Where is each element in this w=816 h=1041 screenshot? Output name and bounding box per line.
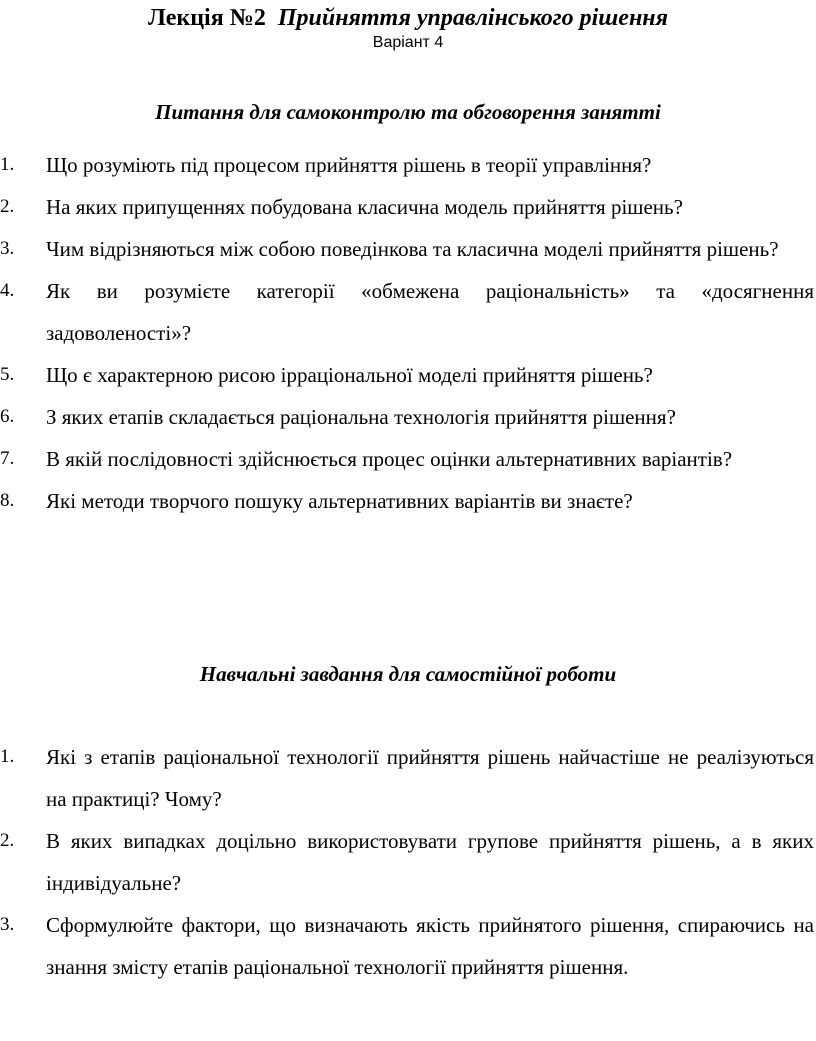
item-text: Сформулюйте фактори, що визначають якість прийнятого рішення, спираючись на знання змісту етапів раціональної технології прийняття рішення.	[46, 913, 814, 979]
self-control-list	[0, 144, 816, 522]
list-item	[0, 186, 816, 228]
list-item	[0, 904, 816, 988]
item-text: Чим відрізняються між собою поведінкова та класична моделі прийняття рішень?	[46, 237, 779, 261]
list-item	[0, 736, 816, 820]
item-text: Що є характерною рисою ірраціональної моделі прийняття рішень?	[46, 363, 653, 387]
item-text: Які методи творчого пошуку альтернативних варіантів ви знаєте?	[46, 489, 633, 513]
item-text: Які з етапів раціональної технології прийняття рішень найчастіше не реалізуються на практиці? Чому?	[46, 745, 814, 811]
item-text: З яких етапів складається раціональна технологія прийняття рішення?	[46, 405, 676, 429]
item-number: 8.	[0, 490, 15, 511]
item-number: 6.	[0, 406, 15, 427]
tasks-heading: Навчальні завдання для самостійної роботи	[199, 662, 617, 686]
item-number: 3.	[0, 914, 15, 935]
list-item	[0, 820, 816, 904]
list-item	[0, 228, 816, 270]
lecture-topic: Прийняття управлінського рішення	[277, 5, 668, 31]
variant-label: Варіант 4	[372, 34, 444, 51]
list-item	[0, 144, 816, 186]
item-text: На яких припущеннях побудована класична модель прийняття рішень?	[46, 195, 683, 219]
list-item	[0, 354, 816, 396]
item-text: Що розуміють під процесом прийняття рішень в теорії управління?	[46, 153, 652, 177]
item-number: 4.	[0, 280, 15, 301]
list-item	[0, 396, 816, 438]
self-control-heading: Питання для самоконтролю та обговорення занятті	[155, 100, 661, 124]
item-number: 2.	[0, 830, 15, 851]
item-number: 2.	[0, 196, 15, 217]
item-number: 3.	[0, 238, 15, 259]
page-title	[0, 4, 816, 32]
list-item	[0, 438, 816, 480]
item-number: 1.	[0, 746, 15, 767]
item-number: 7.	[0, 448, 15, 469]
item-number: 1.	[0, 154, 15, 175]
tasks-list	[0, 736, 816, 988]
item-text: Як ви розумієте категорії «обмежена раціональність» та «досягнення задоволеності»?	[46, 279, 814, 345]
item-text: В яких випадках доцільно використовувати групове прийняття рішень, а в яких індивідуальне?	[46, 829, 814, 895]
list-item	[0, 480, 816, 522]
item-text: В якій послідовності здійснюється процес оцінки альтернативних варіантів?	[46, 447, 733, 471]
list-item	[0, 270, 816, 354]
lecture-number: Лекція №2	[148, 5, 266, 31]
item-number: 5.	[0, 364, 15, 385]
